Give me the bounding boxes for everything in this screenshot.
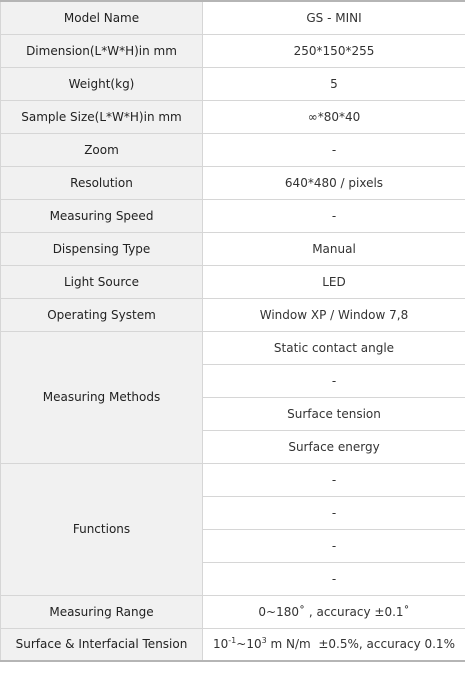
table-row [1, 166, 465, 199]
surface-tension-label: Surface & Interfacial Tension [1, 628, 203, 661]
function-value: - [203, 496, 465, 529]
measuring-methods-label: Measuring Methods [1, 331, 203, 463]
operating-system-label: Operating System [1, 298, 203, 331]
sample-size-value: ∞*80*40 [203, 100, 465, 133]
surface-tension-exponent-high: 3 [261, 636, 267, 646]
table-row [1, 199, 465, 232]
measuring-speed-value: - [203, 199, 465, 232]
zoom-label: Zoom [1, 133, 203, 166]
table-row [1, 331, 465, 364]
dimension-label: Dimension(L*W*H)in mm [1, 34, 203, 67]
surface-tension-rest: m N/m ±0.5%, accuracy 0.1% [266, 637, 455, 652]
operating-system-value: Window XP / Window 7,8 [203, 298, 465, 331]
dimension-value: 250*150*255 [203, 34, 465, 67]
table-row [1, 628, 465, 661]
measuring-speed-label: Measuring Speed [1, 199, 203, 232]
measuring-range-value: 0~180˚ , accuracy ±0.1˚ [203, 595, 465, 628]
surface-tension-mid: ~10 [236, 637, 262, 652]
surface-tension-exponent-low: -1 [228, 636, 237, 646]
model-name-value: GS - MINI [203, 1, 465, 34]
table-row [1, 100, 465, 133]
table-row [1, 265, 465, 298]
table-row [1, 232, 465, 265]
table-row [1, 595, 465, 628]
surface-tension-value [203, 628, 465, 661]
dispensing-type-label: Dispensing Type [1, 232, 203, 265]
light-source-label: Light Source [1, 265, 203, 298]
weight-value: 5 [203, 67, 465, 100]
measuring-range-label: Measuring Range [1, 595, 203, 628]
function-value: - [203, 562, 465, 595]
function-value: - [203, 463, 465, 496]
model-name-label: Model Name [1, 1, 203, 34]
measuring-method-value: Static contact angle [203, 331, 465, 364]
table-row [1, 1, 465, 34]
table-row [1, 34, 465, 67]
resolution-label: Resolution [1, 166, 203, 199]
table-row [1, 298, 465, 331]
function-value: - [203, 529, 465, 562]
table-row [1, 463, 465, 496]
zoom-value: - [203, 133, 465, 166]
weight-label: Weight(kg) [1, 67, 203, 100]
light-source-value: LED [203, 265, 465, 298]
sample-size-label: Sample Size(L*W*H)in mm [1, 100, 203, 133]
resolution-value: 640*480 / pixels [203, 166, 465, 199]
table-row [1, 67, 465, 100]
measuring-method-value: Surface energy [203, 430, 465, 463]
measuring-method-value: Surface tension [203, 397, 465, 430]
measuring-method-value: - [203, 364, 465, 397]
table-row [1, 133, 465, 166]
functions-label: Functions [1, 463, 203, 595]
surface-tension-base: 10 [213, 637, 229, 652]
dispensing-type-value: Manual [203, 232, 465, 265]
